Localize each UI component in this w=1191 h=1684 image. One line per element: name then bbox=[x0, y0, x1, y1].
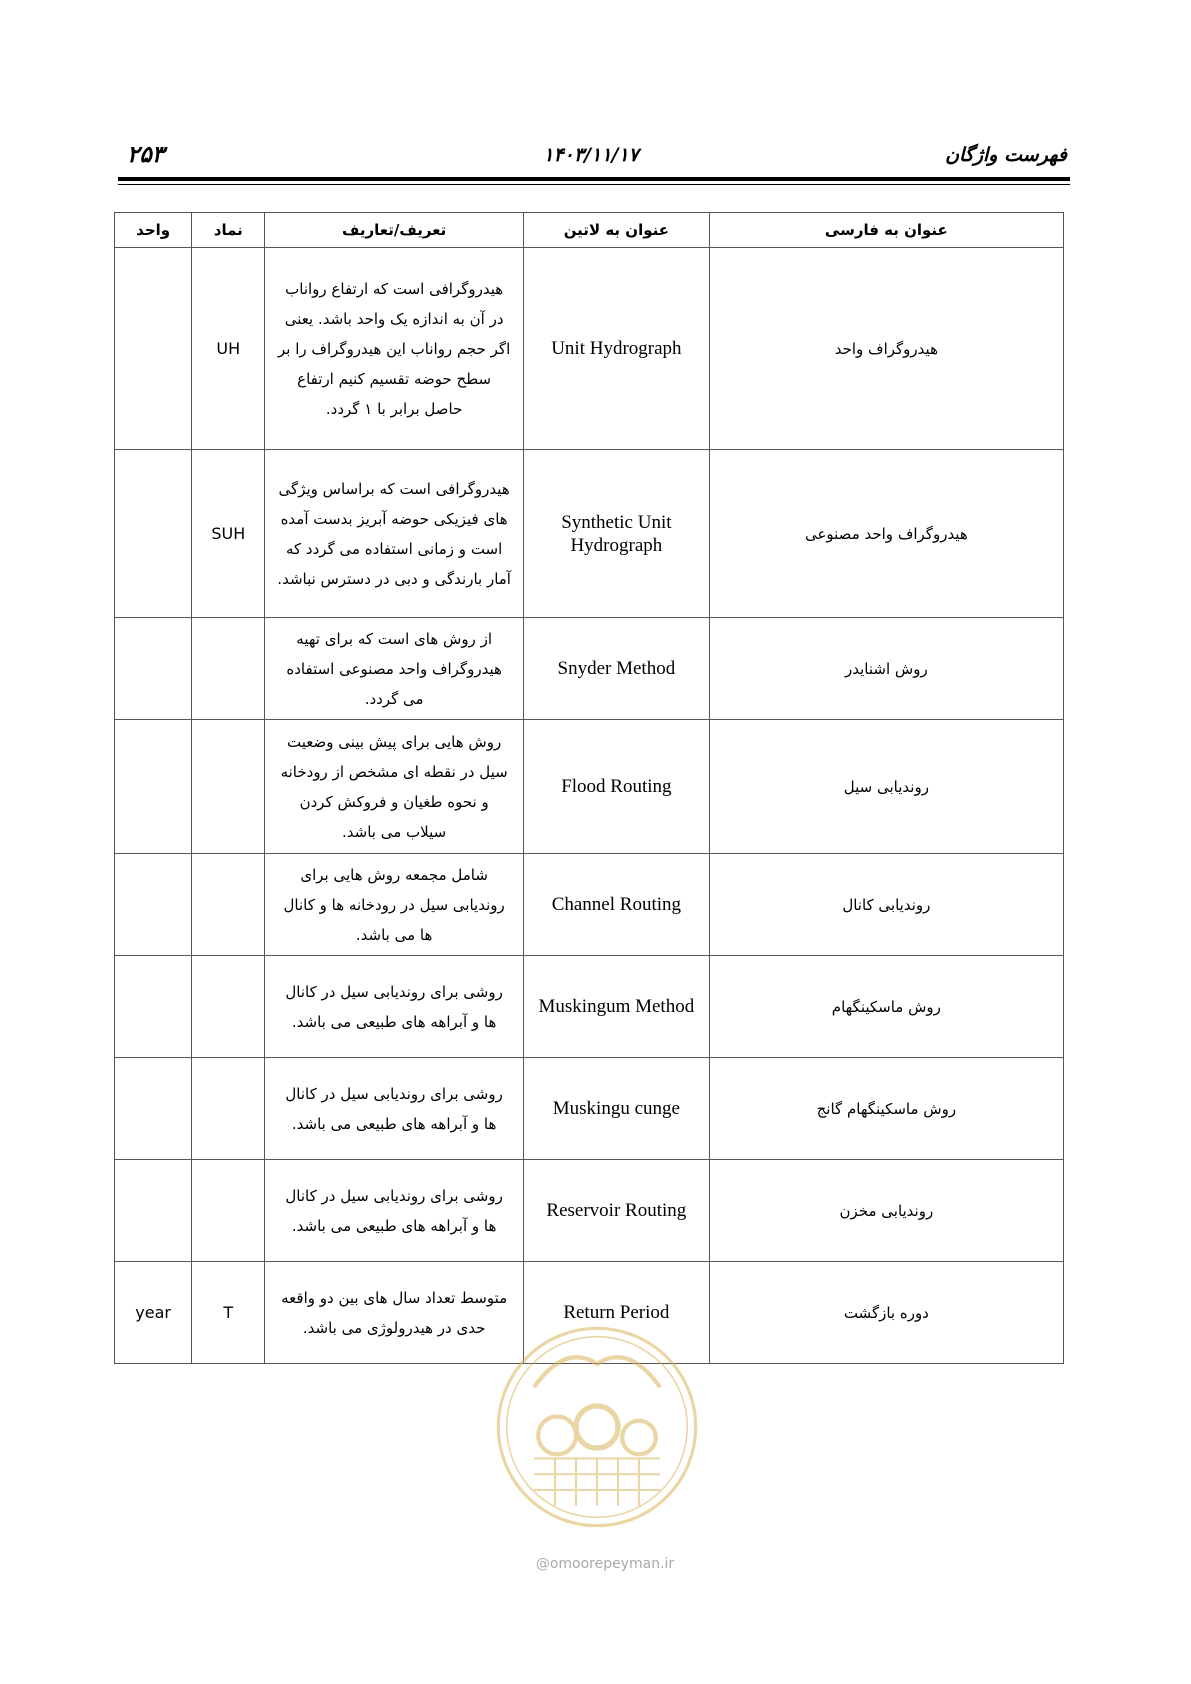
page-header bbox=[115, 140, 1067, 170]
column-header-persian: عنوان به فارسی bbox=[709, 213, 1063, 248]
cell-symbol: SUH bbox=[192, 450, 265, 618]
cell-unit bbox=[115, 854, 192, 956]
cell-latin: Flood Routing bbox=[524, 720, 710, 854]
page-number: ۲۵۳ bbox=[127, 141, 165, 168]
column-header-unit: واحد bbox=[115, 213, 192, 248]
cell-persian: دوره بازگشت bbox=[709, 1262, 1063, 1364]
cell-definition: از روش های است که برای تهیه هیدروگراف واحد مصنوعی استفاده می گردد. bbox=[265, 618, 524, 720]
cell-unit: year bbox=[115, 1262, 192, 1364]
cell-latin: Unit Hydrograph bbox=[524, 248, 710, 450]
table-row bbox=[115, 618, 1064, 720]
table-row bbox=[115, 1262, 1064, 1364]
cell-symbol bbox=[192, 1160, 265, 1262]
cell-definition: روشی برای روندیابی سیل در کانال ها و آبراهه های طبیعی می باشد. bbox=[265, 1058, 524, 1160]
cell-definition: متوسط تعداد سال های بین دو واقعه حدی در هیدرولوژی می باشد. bbox=[265, 1262, 524, 1364]
cell-symbol bbox=[192, 956, 265, 1058]
header-rule-thin bbox=[118, 184, 1070, 185]
cell-unit bbox=[115, 720, 192, 854]
cell-symbol bbox=[192, 720, 265, 854]
column-header-latin: عنوان به لاتین bbox=[524, 213, 710, 248]
table-row bbox=[115, 450, 1064, 618]
glossary-table bbox=[114, 212, 1064, 1364]
table-row bbox=[115, 720, 1064, 854]
cell-definition: روشی برای روندیابی سیل در کانال ها و آبراهه های طبیعی می باشد. bbox=[265, 1160, 524, 1262]
cell-unit bbox=[115, 1160, 192, 1262]
cell-latin: Muskingum Method bbox=[524, 956, 710, 1058]
table-row bbox=[115, 1160, 1064, 1262]
cell-definition: هیدروگرافی است که براساس ویژگی های فیزیکی حوضه آبریز بدست آمده است و زمانی استفاده می گردد که آمار بارندگی و دبی در دسترس نباشد. bbox=[265, 450, 524, 618]
table-row bbox=[115, 854, 1064, 956]
cell-definition: روش هایی برای پیش بینی وضعیت سیل در نقطه ای مشخص از رودخانه و نحوه طغیان و فروکش کردن سیلاب می باشد. bbox=[265, 720, 524, 854]
cell-symbol bbox=[192, 854, 265, 956]
cell-unit bbox=[115, 248, 192, 450]
cell-latin: Reservoir Routing bbox=[524, 1160, 710, 1262]
column-header-symbol: نماد bbox=[192, 213, 265, 248]
cell-symbol: T bbox=[192, 1262, 265, 1364]
cell-latin: Synthetic Unit Hydrograph bbox=[524, 450, 710, 618]
cell-symbol bbox=[192, 618, 265, 720]
cell-latin: Snyder Method bbox=[524, 618, 710, 720]
cell-persian: روش ماسکینگهام bbox=[709, 956, 1063, 1058]
cell-definition: روشی برای روندیابی سیل در کانال ها و آبراهه های طبیعی می باشد. bbox=[265, 956, 524, 1058]
cell-unit bbox=[115, 956, 192, 1058]
cell-latin: Muskingu cunge bbox=[524, 1058, 710, 1160]
table-row bbox=[115, 956, 1064, 1058]
cell-persian: هیدروگراف واحد bbox=[709, 248, 1063, 450]
cell-unit bbox=[115, 450, 192, 618]
cell-latin: Channel Routing bbox=[524, 854, 710, 956]
cell-definition: شامل مجمعه روش هایی برای روندیابی سیل در رودخانه ها و کانال ها می باشد. bbox=[265, 854, 524, 956]
watermark-site: @omoorepeyman.ir bbox=[535, 1556, 675, 1572]
cell-definition: هیدروگرافی است که ارتفاع رواناب در آن به اندازه یک واحد باشد. یعنی اگر حجم رواناب این هیدروگراف را بر سطح حوضه تقسیم کنیم ارتفاع حاصل برابر با ۱ گردد. bbox=[265, 248, 524, 450]
cell-symbol: UH bbox=[192, 248, 265, 450]
cell-persian: روندیابی کانال bbox=[709, 854, 1063, 956]
cell-persian: روندیابی مخزن bbox=[709, 1160, 1063, 1262]
cell-persian: هیدروگراف واحد مصنوعی bbox=[709, 450, 1063, 618]
cell-persian: روش ماسکینگهام گانج bbox=[709, 1058, 1063, 1160]
cell-unit bbox=[115, 618, 192, 720]
column-header-definition: تعریف/تعاریف bbox=[265, 213, 524, 248]
header-rule-thick bbox=[118, 177, 1070, 181]
cell-unit bbox=[115, 1058, 192, 1160]
table-header-row bbox=[115, 213, 1064, 248]
table-row bbox=[115, 248, 1064, 450]
section-title: فهرست واژگان bbox=[945, 144, 1067, 166]
cell-latin: Return Period bbox=[524, 1262, 710, 1364]
header-date: ۱۴۰۳/۱۱/۱۷ bbox=[543, 144, 639, 166]
cell-persian: روش اشنایدر bbox=[709, 618, 1063, 720]
cell-persian: روندیابی سیل bbox=[709, 720, 1063, 854]
table-row bbox=[115, 1058, 1064, 1160]
cell-symbol bbox=[192, 1058, 265, 1160]
